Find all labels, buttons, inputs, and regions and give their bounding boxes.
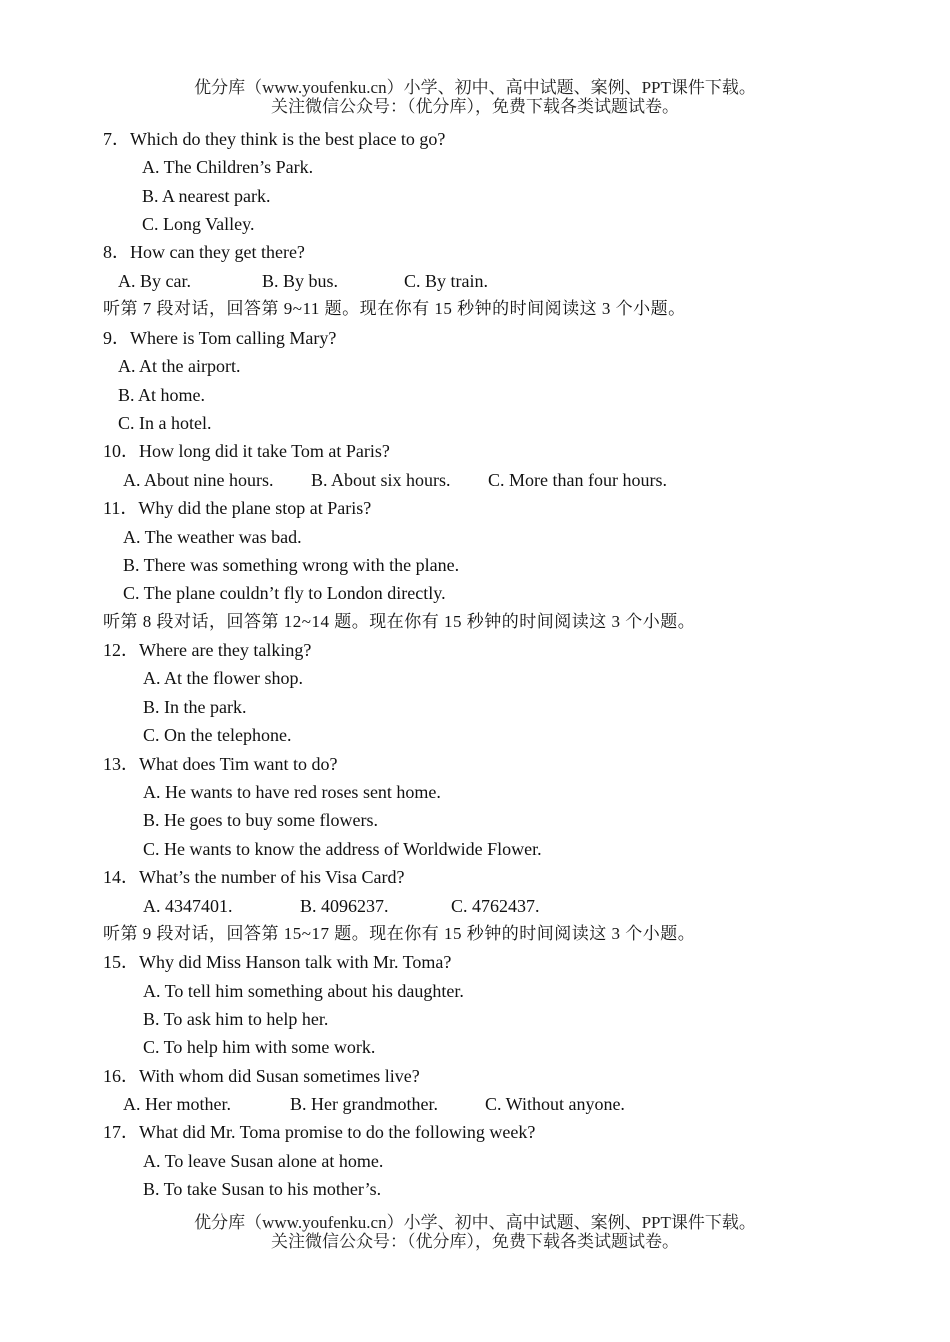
q11-option-a: A. The weather was bad. bbox=[123, 527, 302, 547]
q9-option-c: C. In a hotel. bbox=[118, 413, 212, 433]
header-line-1: 优分库（www.youfenku.cn）小学、初中、高中试题、案例、PPT课件下载。 bbox=[194, 78, 756, 97]
footer-line-2: 关注微信公众号：（优分库），免费下载各类试题试卷。 bbox=[271, 1232, 679, 1251]
q7-option-a: A. The Children’s Park. bbox=[142, 157, 314, 177]
q13-option-c: C. He wants to know the address of Worldwide Flower. bbox=[143, 839, 542, 859]
question-11: 11．Why did the plane stop at Paris? bbox=[103, 498, 372, 518]
q13-option-b: B. He goes to buy some flowers. bbox=[143, 810, 378, 830]
question-15: 15．Why did Miss Hanson talk with Mr. Toma? bbox=[103, 952, 452, 972]
q14-option-a: A. 4347401. bbox=[143, 896, 233, 916]
q8-option-c: C. By train. bbox=[404, 271, 488, 291]
page-header bbox=[0, 78, 950, 116]
question-17: 17．What did Mr. Toma promise to do the following week? bbox=[103, 1122, 536, 1142]
q16-option-a: A. Her mother. bbox=[123, 1094, 231, 1114]
question-7: 7．Which do they think is the best place to go? bbox=[103, 129, 446, 149]
q12-option-b: B. In the park. bbox=[143, 697, 247, 717]
instruction-section-9: 听第 9 段对话，回答第 15~17 题。现在你有 15 秒钟的时间阅读这 3 个小题。 bbox=[103, 924, 696, 943]
page-footer bbox=[0, 1213, 950, 1251]
q16-option-b: B. Her grandmother. bbox=[290, 1094, 438, 1114]
q13-option-a: A. He wants to have red roses sent home. bbox=[143, 782, 441, 802]
q14-option-c: C. 4762437. bbox=[451, 896, 540, 916]
instruction-section-8: 听第 8 段对话，回答第 12~14 题。现在你有 15 秒钟的时间阅读这 3 个小题。 bbox=[103, 612, 696, 631]
q11-option-b: B. There was something wrong with the plane. bbox=[123, 555, 460, 575]
q11-option-c: C. The plane couldn’t fly to London directly. bbox=[123, 583, 446, 603]
q17-option-b: B. To take Susan to his mother’s. bbox=[143, 1179, 382, 1199]
question-9: 9．Where is Tom calling Mary? bbox=[103, 328, 337, 348]
question-10: 10．How long did it take Tom at Paris? bbox=[103, 441, 390, 461]
q9-option-a: A. At the airport. bbox=[118, 356, 241, 376]
q10-option-b: B. About six hours. bbox=[311, 470, 451, 490]
instruction-section-7: 听第 7 段对话，回答第 9~11 题。现在你有 15 秒钟的时间阅读这 3 个小题。 bbox=[103, 299, 686, 318]
q17-option-a: A. To leave Susan alone at home. bbox=[143, 1151, 384, 1171]
question-8: 8．How can they get there? bbox=[103, 242, 305, 262]
q7-option-b: B. A nearest park. bbox=[142, 186, 271, 206]
q7-option-c: C. Long Valley. bbox=[142, 214, 255, 234]
q15-option-c: C. To help him with some work. bbox=[143, 1037, 376, 1057]
question-16: 16．With whom did Susan sometimes live? bbox=[103, 1066, 420, 1086]
question-13: 13．What does Tim want to do? bbox=[103, 754, 338, 774]
q12-option-c: C. On the telephone. bbox=[143, 725, 292, 745]
question-12: 12．Where are they talking? bbox=[103, 640, 312, 660]
q16-option-c: C. Without anyone. bbox=[485, 1094, 625, 1114]
q15-option-a: A. To tell him something about his daughter. bbox=[143, 981, 464, 1001]
question-14: 14．What’s the number of his Visa Card? bbox=[103, 867, 405, 887]
q10-option-c: C. More than four hours. bbox=[488, 470, 667, 490]
q14-option-b: B. 4096237. bbox=[300, 896, 389, 916]
footer-line-1: 优分库（www.youfenku.cn）小学、初中、高中试题、案例、PPT课件下载。 bbox=[194, 1213, 756, 1232]
q9-option-b: B. At home. bbox=[118, 385, 206, 405]
q15-option-b: B. To ask him to help her. bbox=[143, 1009, 329, 1029]
q12-option-a: A. At the flower shop. bbox=[143, 668, 303, 688]
header-line-2: 关注微信公众号：（优分库），免费下载各类试题试卷。 bbox=[271, 97, 679, 116]
q8-option-a: A. By car. bbox=[118, 271, 191, 291]
q10-option-a: A. About nine hours. bbox=[123, 470, 274, 490]
q8-option-b: B. By bus. bbox=[262, 271, 339, 291]
